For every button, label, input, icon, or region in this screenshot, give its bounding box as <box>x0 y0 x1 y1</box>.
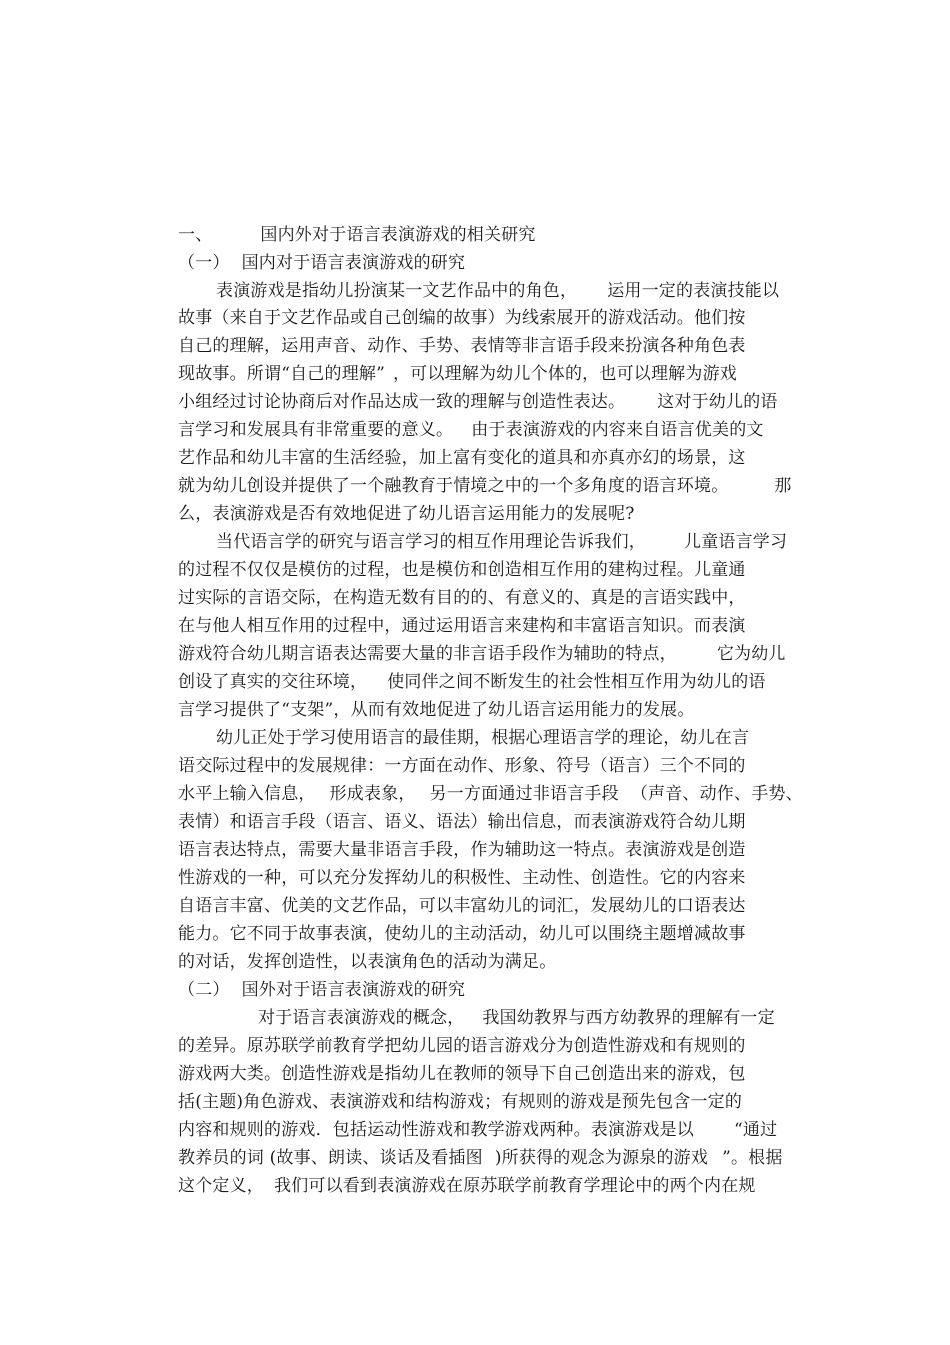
section-heading-2 <box>178 979 465 1001</box>
paragraph-line: 教养员的词 (故事、朗读、谈话及看插图 )所获得的观念为源泉的游戏 ”。根据 <box>178 1148 783 1168</box>
paragraph-line: 的对话，发挥创造性，以表演角色的活动为满足。 <box>178 952 557 972</box>
paragraph-line: 幼儿正处于学习使用语言的最佳期，根据心理语言学的理论，幼儿在言 <box>216 728 750 748</box>
paragraph-line: 创设了真实的交往环境， 使同伴之间不断发生的社会性相互作用为幼儿的语 <box>178 672 766 692</box>
paragraph-line: 言学习提供了“支架”，从而有效地促进了幼儿语言运用能力的发展。 <box>178 700 695 720</box>
paragraph-line: 语言表达特点，需要大量非语言手段，作为辅助这一特点。表演游戏是创造 <box>178 840 746 860</box>
paragraph-line: 水平上输入信息， 形成表象， 另一方面通过非语言手段 （声音、动作、手势、 <box>178 784 803 804</box>
paragraph-line: 现故事。所谓“自己的理解” ，可以理解为幼儿个体的，也可以理解为游戏 <box>178 364 737 384</box>
heading-title: 国内外对于语言表演游戏的相关研究 <box>260 225 536 245</box>
section-heading-1 <box>178 252 465 274</box>
paragraph-line: 当代语言学的研究与语言学习的相互作用理论告诉我们， 儿童语言学习 <box>216 532 788 552</box>
section-number: （一） <box>178 253 230 273</box>
paragraph-line: 艺作品和幼儿丰富的生活经验，加上富有变化的道具和亦真亦幻的场景，这 <box>178 448 746 468</box>
paragraph-line: 能力。它不同于故事表演，使幼儿的主动活动，幼儿可以围绕主题增减故事 <box>178 924 746 944</box>
heading-main <box>178 224 536 246</box>
paragraph-line: 言学习和发展具有非常重要的意义。 由于表演游戏的内容来自语言优美的文 <box>178 420 764 440</box>
paragraph-line: 表演游戏是指幼儿扮演某一文艺作品中的角色， 运用一定的表演技能以 <box>216 281 780 301</box>
paragraph-line: 在与他人相互作用的过程中，通过运用语言来建构和丰富语言知识。而表演 <box>178 616 746 636</box>
paragraph-line: 自语言丰富、优美的文艺作品，可以丰富幼儿的词汇，发展幼儿的口语表达 <box>178 896 746 916</box>
paragraph-line: 表情）和语言手段（语言、语义、语法）输出信息，而表演游戏符合幼儿期 <box>178 812 746 832</box>
paragraph-line: 这个定义， 我们可以看到表演游戏在原苏联学前教育学理论中的两个内在规 <box>178 1176 756 1196</box>
paragraph-line: 过实际的言语交际，在构造无数有目的的、有意义的、真是的言语实践中， <box>178 588 746 608</box>
paragraph-line: 对于语言表演游戏的概念， 我国幼教界与西方幼教界的理解有一定 <box>258 1008 775 1028</box>
paragraph-line: 游戏符合幼儿期言语表达需要大量的非言语手段作为辅助的特点， 它为幼儿 <box>178 644 786 664</box>
paragraph-line: 小组经过讨论协商后对作品达成一致的理解与创造性表达。 这对于幼儿的语 <box>178 392 778 412</box>
paragraph-line: 就为幼儿创设并提供了一个融教育于情境之中的一个多角度的语言环境。 那 <box>178 476 792 496</box>
heading-number: 一、 <box>178 225 213 245</box>
paragraph-line: 游戏两大类。创造性游戏是指幼儿在教师的领导下自己创造出来的游戏，包 <box>178 1064 746 1084</box>
paragraph-line: 自己的理解，运用声音、动作、手势、表情等非言语手段来扮演各种角色表 <box>178 336 746 356</box>
section-title: 国内对于语言表演游戏的研究 <box>241 253 466 273</box>
section-title: 国外对于语言表演游戏的研究 <box>241 980 466 1000</box>
paragraph-line: 的过程不仅仅是模仿的过程，也是模仿和创造相互作用的建构过程。儿童通 <box>178 560 746 580</box>
section-number: （二） <box>178 980 230 1000</box>
paragraph-line: 语交际过程中的发展规律：一方面在动作、形象、符号（语言）三个不同的 <box>178 756 746 776</box>
paragraph-line: 故事（来自于文艺作品或自己创编的故事）为线索展开的游戏活动。他们按 <box>178 308 746 328</box>
paragraph-line: 么，表演游戏是否有效地促进了幼儿语言运用能力的发展呢? <box>178 504 635 524</box>
paragraph-line: 的差异。原苏联学前教育学把幼儿园的语言游戏分为创造性游戏和有规则的 <box>178 1036 746 1056</box>
paragraph-line: 性游戏的一种，可以充分发挥幼儿的积极性、主动性、创造性。它的内容来 <box>178 868 746 888</box>
paragraph-line: 内容和规则的游戏．包括运动性游戏和教学游戏两种。表演游戏是以 “通过 <box>178 1120 778 1140</box>
paragraph-line: 括(主题)角色游戏、表演游戏和结构游戏；有规则的游戏是预先包含一定的 <box>178 1092 743 1112</box>
